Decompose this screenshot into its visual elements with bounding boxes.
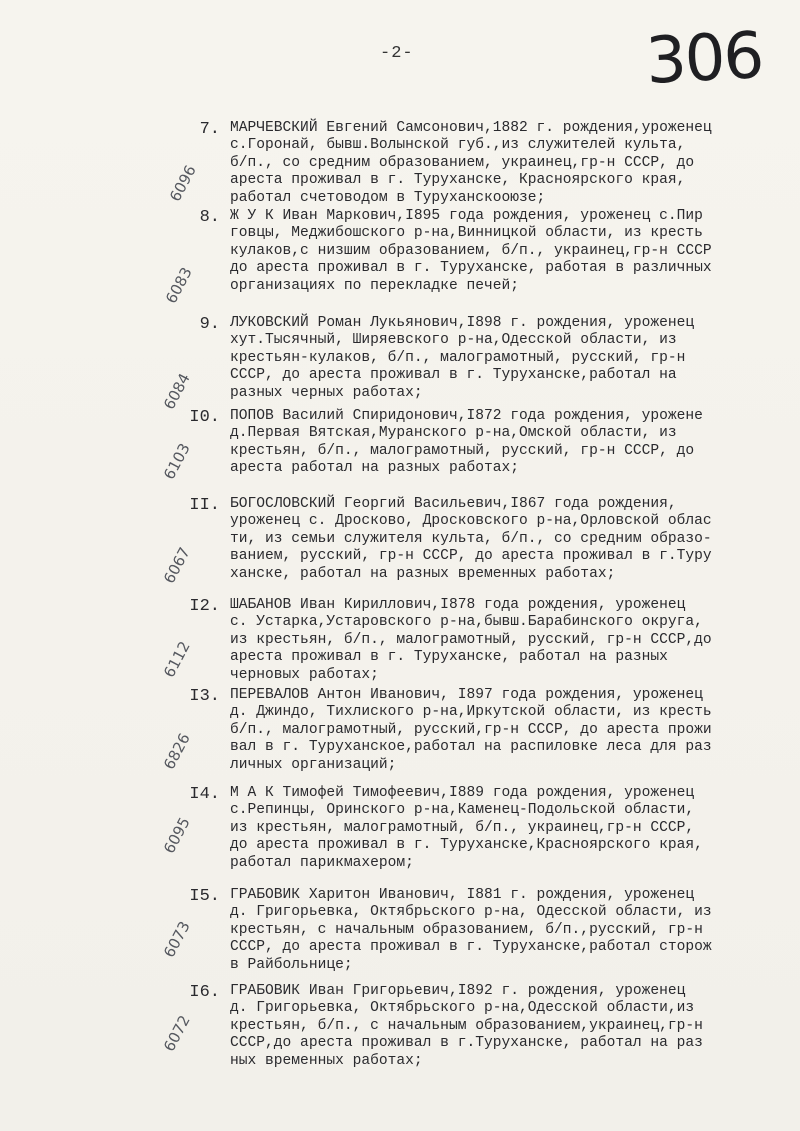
entry-line: кулаков,с низшим образованием, б/п., украинец,гр-н СССР	[230, 242, 712, 259]
entry-line: д. Григорьевка, Октябрьского р-на, Одесской области, из	[230, 904, 712, 921]
entry-text	[230, 496, 775, 583]
entry-line: ханске, работал на разных временных работах;	[230, 565, 616, 582]
entry-text	[230, 120, 775, 207]
handwritten-margin-note: 6103	[160, 440, 194, 483]
entry-line: крестьян, б/п., с начальным образованием,украинец,гр-н	[230, 1017, 703, 1034]
handwritten-margin-note: 6826	[160, 730, 194, 773]
entry-text	[230, 315, 775, 402]
entry-line: ГРАБОВИК Харитон Иванович, I881 г. рождения, уроженец	[230, 887, 695, 903]
entry-line: СССР, до ареста проживал в г. Туруханске,работал сторож	[230, 939, 712, 956]
entry-line: ных временных работах;	[230, 1052, 423, 1069]
entry-text	[230, 887, 775, 974]
handwritten-margin-note: 6072	[160, 1012, 194, 1055]
entry-line: ЛУКОВСКИЙ Роман Лукьянович,I898 г. рождения, уроженец	[230, 315, 695, 331]
entry-line: б/п., малограмотный, русский,гр-н СССР, до ареста прожи	[230, 721, 712, 738]
entry-text	[230, 785, 775, 872]
entry-line: с.Репинцы, Оринского р-на,Каменец-Подольской области,	[230, 802, 695, 819]
entry-line: личных организаций;	[230, 756, 397, 773]
handwritten-margin-note: 6112	[160, 638, 194, 681]
entry-text	[230, 687, 775, 774]
entry-line: вал в г. Туруханское,работал на распиловке леса для раз	[230, 739, 712, 756]
entry-line: ванием, русский, гр-н СССР, до ареста проживал в г.Туру	[230, 548, 712, 565]
entry-line: разных черных работах;	[230, 384, 423, 401]
entry-line: из крестьян, малограмотный, б/п., украинец,гр-н СССР,	[230, 819, 695, 836]
entry-line: ти, из семьи служителя культа, б/п., со средним образо-	[230, 530, 712, 547]
entry-text	[230, 597, 775, 684]
handwritten-margin-note: 6067	[160, 544, 194, 587]
entry-line: ПЕРЕВАЛОВ Антон Иванович, I897 года рождения, уроженец	[230, 687, 703, 703]
entry-line: д. Джиндо, Тихлиского р-на,Иркутской области, из кресть	[230, 704, 712, 721]
entry-text	[230, 983, 775, 1070]
handwritten-folio-number: 306	[644, 19, 765, 99]
entry-line: работал парикмахером;	[230, 854, 414, 871]
entry-number: I5.	[189, 887, 220, 906]
entry-line: д. Григорьевка, Октябрьского р-на,Одесской области,из	[230, 1000, 695, 1017]
entry-line: б/п., со средним образованием, украинец,гр-н СССР, до	[230, 154, 695, 171]
entry-number: I4.	[189, 785, 220, 804]
entry-text	[230, 208, 775, 295]
handwritten-margin-note: 6073	[160, 918, 194, 961]
entry-line: ареста проживал в г. Туруханске, работал на разных	[230, 649, 668, 666]
handwritten-margin-note: 6084	[160, 370, 194, 413]
handwritten-margin-note: 6095	[160, 814, 194, 857]
entry-number: 7.	[199, 120, 220, 139]
entry-line: д.Первая Вятская,Муранского р-на,Омской области, из	[230, 425, 677, 442]
entry-number: I6.	[189, 983, 220, 1002]
entry-number: I0.	[189, 408, 220, 427]
entry-line: МАРЧЕВСКИЙ Евгений Самсонович,1882 г. рождения,уроженец	[230, 120, 712, 136]
entry-line: из крестьян, б/п., малограмотный, русский, гр-н СССР,до	[230, 631, 712, 648]
handwritten-margin-note: 6096	[166, 162, 200, 205]
entry-line: Ж У К Иван Маркович,I895 года рождения, уроженец с.Пир	[230, 208, 703, 224]
entry-line: ареста проживал в г. Туруханске, Красноярского края,	[230, 172, 686, 189]
entry-line: СССР,до ареста проживал в г.Туруханске, работал на раз	[230, 1035, 703, 1052]
entry-line: крестьян, с начальным образованием, б/п.,русский, гр-н	[230, 921, 703, 938]
entry-line: БОГОСЛОВСКИЙ Георгий Васильевич,I867 года рождения,	[230, 496, 677, 512]
entry-number: II.	[189, 496, 220, 515]
entry-number: I3.	[189, 687, 220, 706]
entry-line: уроженец с. Дросково, Дросковского р-на,Орловской облас	[230, 513, 712, 530]
entry-number: I2.	[189, 597, 220, 616]
entry-line: в Райбольнице;	[230, 956, 353, 973]
entry-line: работал счетоводом в Туруханскооюзе;	[230, 189, 546, 206]
entry-line: крестьян-кулаков, б/п., малограмотный, русский, гр-н	[230, 349, 686, 366]
entry-line: с.Горонай, бывш.Волынской губ.,из служителей культа,	[230, 137, 686, 154]
handwritten-margin-note: 6083	[162, 264, 196, 307]
entry-line: ГРАБОВИК Иван Григорьевич,I892 г. рождения, уроженец	[230, 983, 686, 999]
entry-number: 8.	[199, 208, 220, 227]
entry-line: ШАБАНОВ Иван Кириллович,I878 года рождения, уроженец	[230, 597, 686, 613]
entry-line: М А К Тимофей Тимофеевич,I889 года рождения, уроженец	[230, 785, 695, 801]
page-number: -2-	[380, 44, 414, 63]
entry-line: до ареста проживал в г. Туруханске,Красноярского края,	[230, 837, 703, 854]
entry-number: 9.	[199, 315, 220, 334]
entry-line: говцы, Меджибошского р-на,Винницкой области, из кресть	[230, 225, 703, 242]
entry-line: черновых работах;	[230, 666, 379, 683]
entry-line: организациях по перекладке печей;	[230, 277, 520, 294]
entry-line: СССР, до ареста проживал в г. Туруханске,работал на	[230, 367, 677, 384]
entry-line: ПОПОВ Василий Спиридонович,I872 года рождения, урожене	[230, 408, 703, 424]
entry-line: крестьян, б/п., малограмотный, русский, гр-н СССР, до	[230, 442, 695, 459]
entry-line: до ареста проживал в г. Туруханске, работая в различных	[230, 260, 712, 277]
entry-line: хут.Тысячный, Ширяевского р-на,Одесской области, из	[230, 332, 677, 349]
entry-text	[230, 408, 775, 478]
entry-line: с. Устарка,Устаровского р-на,бывш.Барабинского округа,	[230, 614, 703, 631]
entry-line: ареста работал на разных работах;	[230, 460, 520, 477]
